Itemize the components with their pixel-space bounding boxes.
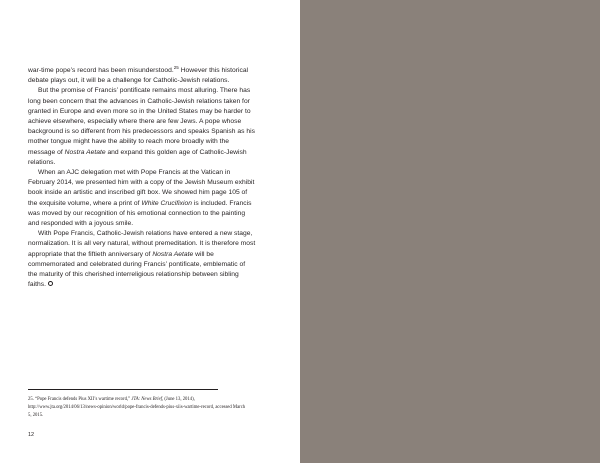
paragraph-4	[28, 229, 256, 290]
page-number: 12	[28, 432, 35, 438]
paragraph-2	[28, 86, 256, 168]
footnote-25	[28, 396, 248, 420]
body-text	[28, 66, 256, 290]
nostra-aetate-title-2: Nostra Aetate	[152, 250, 194, 258]
paragraph-2-text-continued: and expand this golden age of Catholic-Jewish relations.	[28, 148, 247, 166]
nostra-aetate-title: Nostra Aetate	[64, 148, 106, 156]
footnote-text: 25. “Pope Francis defends Pius XII’s wartime record,”	[28, 397, 132, 402]
footnote-divider	[28, 389, 218, 390]
end-of-article-icon	[48, 281, 53, 286]
white-crucifixion-title: White Crucifixion	[141, 199, 192, 207]
paragraph-2-text: But the promise of Francis’ pontificate remains most alluring. There has long been concern that the advances in Catholic-Jewish relations taken for granted in Europe and even more so in the United States may be harder to achieve elsewhere, especially where there are few Jews. A pope whose background is so different from his predecessors and speaks Spanish as his mother tongue might have the ability to reach more broadly with the message of	[28, 87, 255, 156]
paragraph-3-text-continued: is included. Francis was moved by our recognition of his emotional connection to the painting and responded with a joyous smile.	[28, 199, 252, 228]
paragraph-1-text: war-time pope’s record has been misunderstood.	[28, 67, 174, 74]
right-page-blank	[300, 0, 600, 463]
paragraph-1	[28, 66, 256, 86]
paragraph-4-text-continued: will be commemorated and celebrated during Francis’ pontificate, emblematic of the maturity of this cherished interreligious relationship between sibling faiths.	[28, 250, 246, 289]
footnote-source: JTA: News Brief,	[131, 397, 164, 402]
paragraph-4-text: With Pope Francis, Catholic-Jewish relations have entered a new stage, normalization. It is all very natural, without premeditation. It is therefore most appropriate that the fiftieth anniversary of	[28, 230, 256, 258]
footnote-text-continued: (June 13, 2014), http://www.jta.org/2014/06/13/news-opinion/world/pope-francis-defends-pius-xiis-wartime-record, accessed March 5, 2015.	[28, 397, 246, 418]
paragraph-1-text-continued: However this historical debate plays out, it will be a challenge for Catholic-Jewish relations.	[28, 67, 249, 85]
paragraph-3-text: When an AJC delegation met with Pope Francis at the Vatican in February 2014, we presented him with a copy of the Jewish Museum exhibit book inside an artistic and inscribed gift box. We showed him page 105 of the exquisite volume, where a print of	[28, 169, 255, 207]
footnote-reference[interactable]: 25	[173, 65, 179, 70]
paragraph-3	[28, 168, 256, 229]
